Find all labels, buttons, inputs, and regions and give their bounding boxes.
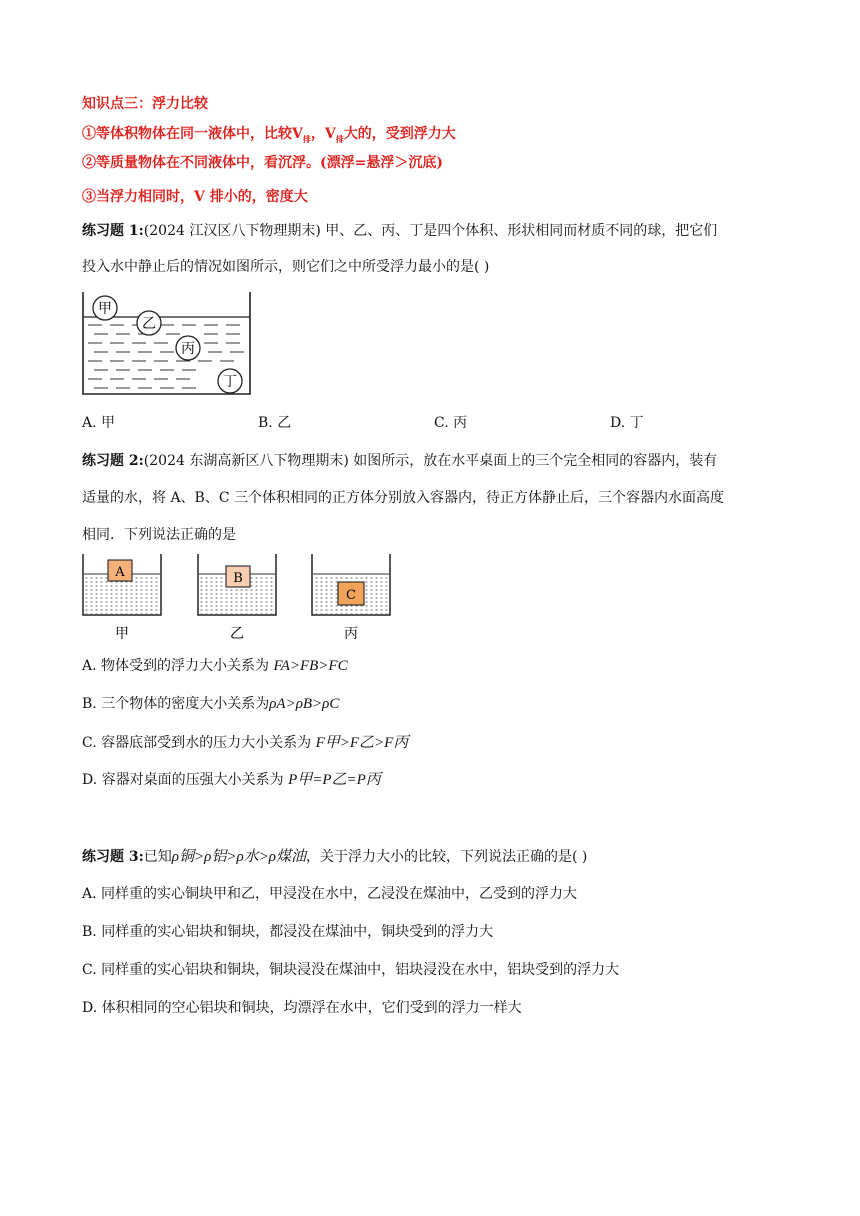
q3-option-c[interactable]: C. 同样重的实心铝块和铜块，铜块浸没在煤油中，铝块浸没在水中，铝块受到的浮力大 (82, 962, 620, 978)
q1-label: 练习题 1: (82, 223, 144, 239)
q2-option-d[interactable] (82, 768, 381, 789)
q2-option-a[interactable] (82, 655, 348, 675)
q2-container-yi (198, 554, 276, 642)
q2-label: 练习题 2: (82, 453, 144, 469)
q2-option-c[interactable] (82, 731, 408, 752)
q2-stem-line3: 相同．下列说法正确的是 (82, 527, 236, 543)
rule-1-sub-2: 排 (335, 133, 344, 144)
q3-label: 练习题 3: (82, 849, 144, 865)
q2-label-jia: 甲 (115, 626, 129, 642)
rule-1-sub: 排 (302, 133, 311, 144)
q1-stem-line1 (82, 220, 717, 240)
q2-option-b-math: ρA>ρB>ρC (269, 696, 340, 712)
q2-option-b-text: B. 三个物体的密度大小关系为 (82, 696, 270, 712)
q2-block-b-label: B (233, 571, 243, 586)
section-title: 知识点三：浮力比较 (82, 96, 208, 112)
q3-option-b[interactable]: B. 同样重的实心铝块和铜块，都浸没在煤油中，铜块受到的浮力大 (82, 924, 494, 940)
q2-option-d-math: P甲=P乙=P丙 (288, 772, 381, 788)
q1-option-b[interactable]: B. 乙 (258, 415, 292, 431)
rule-3: ③当浮力相同时，V 排小的，密度大 (82, 189, 308, 205)
q3-stem-math: ρ铜>ρ铝>ρ水>ρ煤油 (171, 849, 306, 865)
q2-container-bing (312, 554, 390, 642)
q2-label-yi: 乙 (230, 626, 244, 642)
q2-option-a-math: FA>FB>FC (273, 658, 348, 674)
q1-stem-text: (2024 江汉区八下物理期末) 甲、乙、丙、丁是四个体积、形状相同而材质不同的球，把它们 (143, 223, 718, 239)
q1-option-a[interactable]: A. 甲 (82, 415, 116, 431)
q2-option-b[interactable] (82, 693, 339, 713)
q3-option-a[interactable]: A. 同样重的实心铜块甲和乙，甲浸没在水中，乙浸没在煤油中，乙受到的浮力大 (82, 886, 578, 902)
rule-1-text-b: ，V (310, 126, 336, 142)
q1-ball-bing-label: 丙 (181, 341, 195, 357)
q1-stem-line2: 投入水中静止后的情况如图所示，则它们之中所受浮力最小的是( ) (82, 259, 490, 275)
q1-ball-yi-label: 乙 (142, 316, 156, 332)
q2-option-c-text: C. 容器底部受到水的压力大小关系为 (82, 735, 316, 751)
q1-ball-ding-label: 丁 (223, 374, 237, 390)
q3-stem-post: ，关于浮力大小的比较，下列说法正确的是( ) (305, 849, 588, 865)
rule-1-text-a: ①等体积物体在同一液体中，比较V (82, 126, 303, 142)
q2-figure (80, 552, 400, 644)
q1-ball-jia-label: 甲 (98, 301, 112, 317)
q1-figure (80, 290, 255, 400)
rule-1 (82, 123, 456, 145)
q2-option-c-math: F甲>F乙>F丙 (315, 735, 409, 751)
q2-stem-text: (2024 东湖高新区八下物理期末) 如图所示，放在水平桌面上的三个完全相同的容器内，装有 (143, 453, 718, 469)
q2-stem-line1 (82, 450, 717, 470)
q3-option-d[interactable]: D. 体积相同的空心铝块和铜块，均漂浮在水中，它们受到的浮力一样大 (82, 1000, 522, 1016)
q1-option-d[interactable]: D. 丁 (610, 415, 644, 431)
q1-option-c[interactable]: C. 丙 (434, 415, 468, 431)
q3-stem (82, 845, 587, 866)
q2-option-a-text: A. 物体受到的浮力大小关系为 (82, 658, 274, 674)
q2-block-a-label: A (115, 565, 125, 580)
rule-2: ②等质量物体在不同液体中，看沉浮。(漂浮=悬浮＞沉底) (82, 155, 443, 171)
q2-container-jia (83, 554, 161, 642)
q2-label-bing: 丙 (344, 626, 358, 642)
rule-1-text-c: 大的，受到浮力大 (343, 126, 456, 142)
q2-block-c-label: C (346, 588, 356, 603)
q3-stem-pre: 已知 (143, 849, 172, 865)
q2-stem-line2: 适量的水，将 A、B、C 三个体积相同的正方体分别放入容器内，待正方体静止后，三个容器内水面高度 (82, 490, 725, 506)
q2-option-d-text: D. 容器对桌面的压强大小关系为 (82, 772, 289, 788)
